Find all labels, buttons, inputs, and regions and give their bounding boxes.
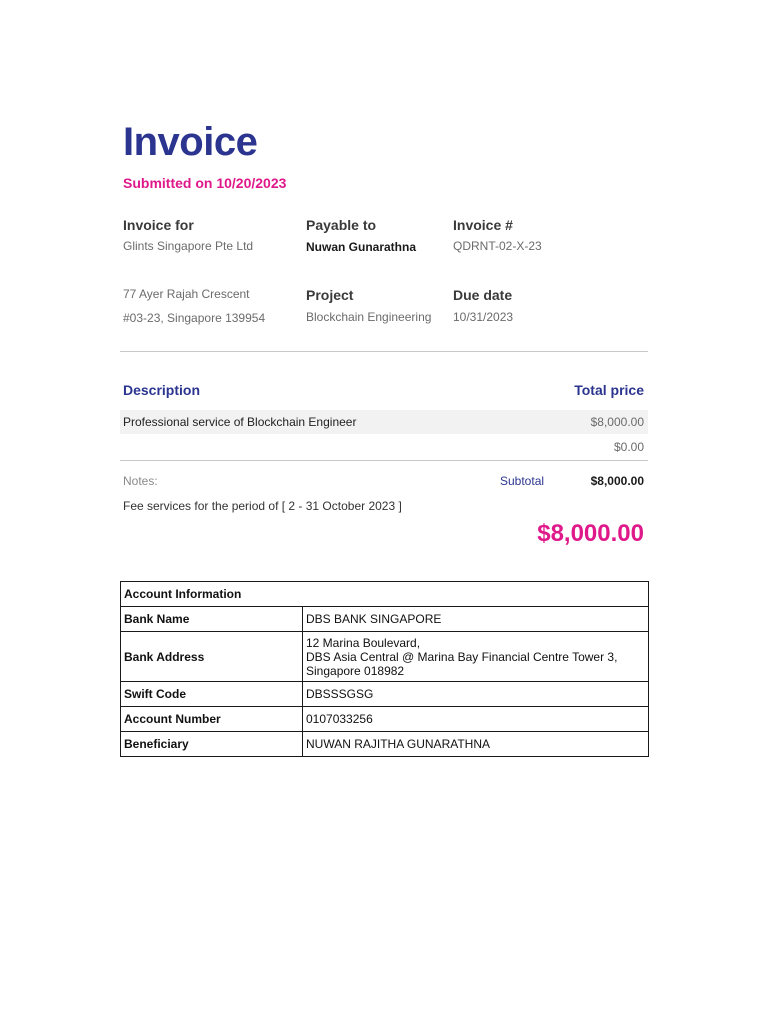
invoice-number-value: QDRNT-02-X-23 (453, 239, 542, 253)
table-row (121, 682, 649, 707)
divider (120, 351, 648, 352)
address-block (123, 287, 265, 325)
item-price: $8,000.00 (590, 415, 644, 429)
payable-to-label: Payable to (306, 217, 377, 233)
table-row (121, 632, 649, 682)
project-label: Project (306, 287, 354, 303)
due-date-label: Due date (453, 287, 513, 303)
account-value: 0107033256 (303, 707, 649, 732)
notes-label: Notes: (123, 474, 158, 488)
project-value: Blockchain Engineering (306, 310, 432, 324)
due-date-value: 10/31/2023 (453, 310, 514, 324)
description-header: Description (123, 382, 201, 398)
invoice-for-block (123, 217, 253, 253)
account-key: Bank Address (121, 632, 303, 682)
account-key: Swift Code (121, 682, 303, 707)
subtotal-value: $8,000.00 (590, 474, 644, 488)
account-key: Beneficiary (121, 732, 303, 757)
notes-text: Fee services for the period of [ 2 - 31 October 2023 ] (123, 499, 402, 513)
submitted-date: Submitted on 10/20/2023 (123, 175, 287, 191)
invoice-number-label: Invoice # (453, 217, 513, 233)
subtotal-label: Subtotal (500, 474, 545, 488)
account-key: Bank Name (121, 607, 303, 632)
item-price: $0.00 (613, 440, 644, 454)
account-table-header: Account Information (121, 582, 649, 607)
due-date-block (453, 287, 513, 324)
account-value: 12 Marina Boulevard, DBS Asia Central @ Marina Bay Financial Centre Tower 3, Singapore 018982 (303, 632, 649, 682)
project-block (306, 287, 431, 324)
payable-to-block (306, 217, 416, 254)
total-amount: $8,000.00 (537, 520, 644, 547)
table-row (121, 607, 649, 632)
invoice-number-block (453, 217, 542, 253)
table-row (121, 582, 649, 607)
invoice-for-label: Invoice for (123, 217, 194, 233)
account-value: NUWAN RAJITHA GUNARATHNA (303, 732, 649, 757)
account-key: Account Number (121, 707, 303, 732)
divider (120, 460, 648, 461)
address-line1: 77 Ayer Rajah Crescent (123, 287, 250, 301)
account-value: DBSSSGSG (303, 682, 649, 707)
invoice-title: Invoice (123, 120, 258, 164)
item-description: Professional service of Blockchain Engineer (123, 415, 357, 429)
address-line2: #03-23, Singapore 139954 (123, 311, 266, 325)
invoice-for-value: Glints Singapore Pte Ltd (123, 239, 254, 253)
total-price-header: Total price (574, 382, 644, 398)
payable-to-value: Nuwan Gunarathna (306, 240, 417, 254)
table-row (121, 707, 649, 732)
account-information-table (120, 581, 649, 757)
table-row (121, 732, 649, 757)
account-value: DBS BANK SINGAPORE (303, 607, 649, 632)
